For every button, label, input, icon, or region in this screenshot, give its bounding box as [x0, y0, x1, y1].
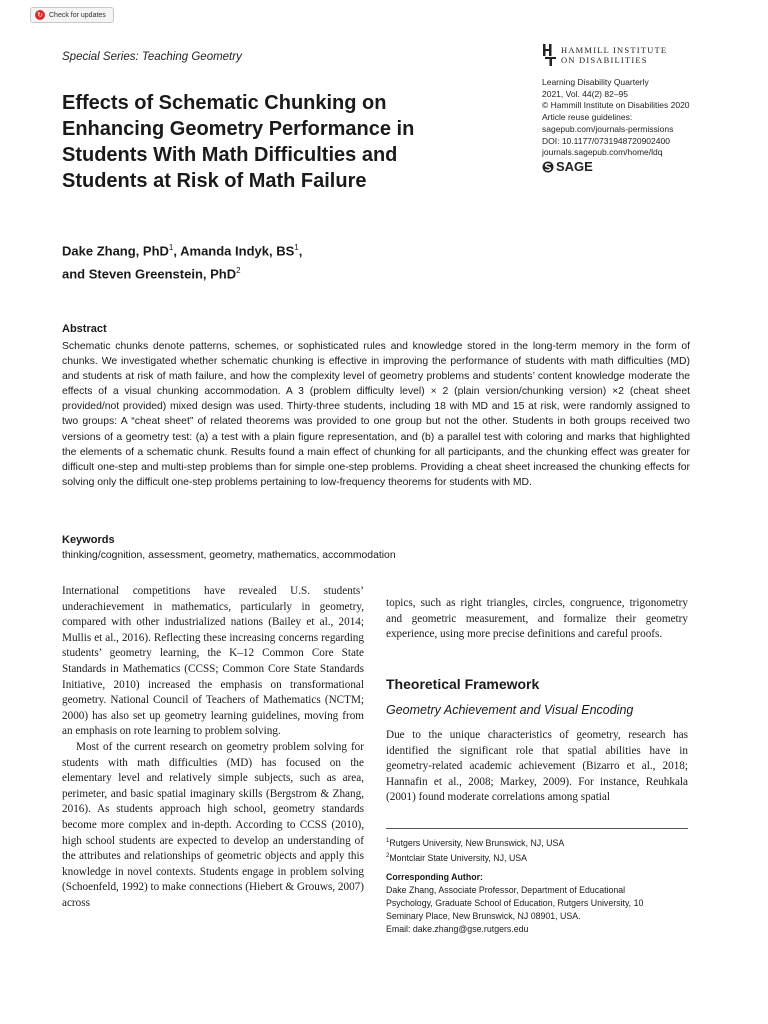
- abstract-heading: Abstract: [62, 323, 107, 335]
- sage-logo: [542, 159, 593, 174]
- body-column-right-bottom: [386, 728, 688, 806]
- publisher-name-line2: ON DISABILITIES: [561, 55, 648, 65]
- publisher-logo: [542, 43, 667, 67]
- author-name: Amanda Indyk, BS: [180, 243, 295, 259]
- sage-label: SAGE: [556, 159, 593, 174]
- journal-info: [542, 77, 690, 159]
- section-heading: Theoretical Framework: [386, 676, 540, 692]
- article-title: Effects of Schematic Chunking on Enhancing Geometry Performance in Students With Math Difficulties and Students at Risk of Math Failure: [62, 92, 415, 192]
- affiliation-1: $^1$Rutgers University, New Brunswick, NJ, USA: [386, 837, 565, 848]
- corresponding-author-heading: Corresponding Author:: [386, 871, 483, 882]
- check-for-updates-badge[interactable]: [30, 7, 114, 23]
- body-paragraph: topics, such as right triangles, circles, congruence, trigonometry and geometric measurement, and formalize their geometry experience, using more precise definitions and careful proofs.: [386, 597, 688, 641]
- corresponding-author-line: Dake Zhang, Associate Professor, Department of Educational: [386, 884, 626, 895]
- corresponding-author-line: Psychology, Graduate School of Education, Rutgers University, 10: [386, 897, 644, 908]
- keywords-heading: Keywords: [62, 534, 115, 546]
- author-affiliation: 2: [236, 266, 241, 276]
- doi-line[interactable]: DOI: 10.1177/0731948720902400: [542, 135, 670, 146]
- footnotes: [386, 835, 690, 936]
- subsection-heading: Geometry Achievement and Visual Encoding: [386, 703, 634, 717]
- check-for-updates-label: Check for updates: [49, 11, 106, 19]
- body-column-left: [62, 584, 364, 911]
- permissions-link[interactable]: sagepub.com/journals-permissions: [542, 123, 674, 134]
- sage-swirl-icon: [542, 161, 554, 173]
- corresponding-author-line: Seminary Place, New Brunswick, NJ 08901, USA.: [386, 910, 581, 921]
- author-affiliation: 1: [294, 243, 299, 252]
- affiliation-2: $^2$Montclair State University, NJ, USA: [386, 852, 528, 863]
- footnote-divider: [386, 828, 688, 829]
- body-paragraph: International competitions have revealed U.S. students’ underachievement in mathematics, particularly in geometry, compared with other industrialized nations (Bailey et al., 2014; Mullis et al., 2016). Reflecting these increasing concerns regarding students’ geometry learning, the K–12 Common Core State Standards in Mathematics (CCSS; Common Core State Standards Initiative, 2010) increased the emphasis on transformational geometry. National Council of Teachers of Mathematics (NCTM; 2000) has also set up geometry learning guidelines, moving from an emphasis on rote learning to problem solving.: [62, 585, 364, 738]
- publisher-name-line1: HAMMILL INSTITUTE: [561, 45, 668, 55]
- body-paragraph: Most of the current research on geometry problem solving for students with math difficulties (MD) has focused on the elementary level and relatively simple subjects, such as area, perimeter, and basic spatial imaginary skills (Bergstrom & Zhang, 2016). As students approach high school, geometry standards become more complex and in-depth. According to CCSS (2010), high school students are expected to develop an understanding of the attributes and relationships of geometric objects and apply this knowledge in novel contexts. Students engage in problem solving (Schoenfeld, 1992) to make connections (Hiebert & Grouws, 2007) across: [62, 740, 364, 909]
- series-label: Special Series: Teaching Geometry: [62, 51, 242, 63]
- body-paragraph: Due to the unique characteristics of geometry, research has identified the significant role that spatial abilities have in geometry-related academic achievement (Bizarro et al., 2018; Hannafin et al., 2008; Markey, 2009). For instance, Reuhkala (2001) found moderate correlations among spatial: [386, 729, 688, 804]
- reuse-guidelines-label: Article reuse guidelines:: [542, 112, 633, 123]
- author-affiliation: 1: [168, 243, 174, 252]
- journal-homepage-link[interactable]: journals.sagepub.com/home/ldq: [542, 147, 663, 158]
- journal-name: Learning Disability Quarterly: [542, 77, 649, 87]
- keywords-list: thinking/cognition, assessment, geometry, mathematics, accommodation: [62, 550, 396, 561]
- journal-volume: 2021, Vol. 44(2) 82–95: [542, 88, 629, 99]
- hammill-logo-icon: [542, 43, 558, 67]
- author-conjunction: and: [62, 266, 89, 282]
- refresh-icon: ↻: [35, 10, 45, 20]
- abstract-text: Schematic chunks denote patterns, schemes, or sophisticated rules and knowledge stored in the long-term memory in the form of chunks. We investigated whether schematic chunking is effective in improving the performance of students with math difficulties (MD) and students at risk of math failure, and how the complexity level of geometry problems and students’ content knowledge moderate the effects of a visual chunking accommodation. A 3 (problem difficulty level) × 2 (plain version/chunking version) ×2 (cheat sheet provided/not provided) mixed design was used. Thirty-three students, including 18 with MD and 15 at risk, were randomly assigned to two groups: A “cheat sheet” of related theorems was provided to one group but not the other. Students in both groups received two versions of a geometry test: (a) a test with a plain figure representation, and (b) a parallel test with coloring and marks that highlighted the elements of a schematic chunk. Results found a main effect of chunking for all participants, and the chunking effect was greater for difficult one-step and multi-step problems than for simple one-step problems. Providing a cheat sheet increased the chunking effects for solving only the difficult one-step problems pertaining to low-frequency theorems for students with MD.: [62, 341, 690, 488]
- corresponding-email[interactable]: Email: dake.zhang@gse.rutgers.edu: [386, 923, 529, 934]
- copyright-line: © Hammill Institute on Disabilities 2020: [542, 100, 690, 111]
- author-list: Dake Zhang, PhD$^1$, Amanda Indyk, $BS^1$, and Steven Greenstein, PhD$^2$: [62, 243, 303, 282]
- author-name: Steven Greenstein, PhD: [88, 266, 237, 282]
- body-column-right-top: [386, 596, 688, 643]
- author-name: Dake Zhang, PhD: [62, 243, 169, 259]
